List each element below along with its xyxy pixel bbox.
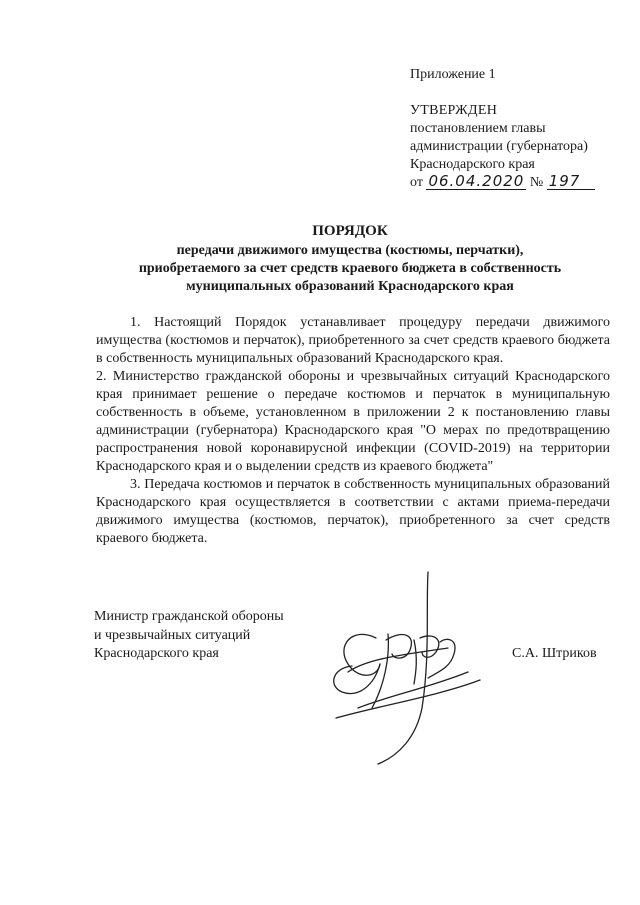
appendix-label: Приложение 1 — [410, 67, 496, 82]
approved-label: УТВЕРЖДЕН — [410, 103, 498, 118]
signatory-position — [94, 608, 284, 664]
approval-line-1: постановлением главы — [410, 121, 546, 136]
signatory-name: С.А. Штриков — [512, 646, 597, 661]
position-line-2: и чрезвычайных ситуаций — [94, 627, 251, 643]
approval-date-row — [410, 174, 630, 192]
approval-block — [410, 66, 630, 192]
paragraph-2: 2. Министерство гражданской обороны и чрезвычайных ситуаций Краснодарского края принимает решение о передаче костюмов и перчаток в муниципальную собственность в объеме, установленном в приложении 2 к постановлению главы администрации (губернатора) Краснодарского края "О мерах по предотвращению распространения новой коронавирусной инфекции (COVID-2019) на территории Краснодарского края и о выделении средств из краевого бюджета" — [96, 369, 610, 474]
position-line-3: Краснодарского края — [94, 646, 219, 661]
approval-line-2: администрации (губернатора) — [410, 139, 588, 154]
handwritten-signature — [318, 568, 488, 768]
paragraph-3: 3. Передача костюмов и перчаток в собственность муниципальных образований Краснодарского края осуществляется в соответствии с актами приема-передачи движимого имущества (костюмов, перчаток), приобретенного за счет средств краевого бюджета. — [96, 477, 610, 546]
number-label: № — [529, 175, 544, 190]
position-line-1: Министр гражданской обороны — [94, 609, 284, 624]
title-line-3: муниципальных образований Краснодарского края — [186, 279, 514, 294]
title-heading: ПОРЯДОК — [312, 223, 388, 239]
approval-line-3: Краснодарского края — [410, 157, 535, 172]
title-line-1: передачи движимого имущества (костюмы, перчатки), — [176, 243, 524, 258]
title-line-2: приобретаемого за счет средств краевого бюджета в собственность — [138, 261, 562, 276]
paragraph-1: 1. Настоящий Порядок устанавливает процедуру передачи движимого имущества (костюмов и перчаток), приобретенного за счет средств краевого бюджета в собственность муниципальных образований Краснодарского края. — [96, 315, 610, 366]
date-prefix: от — [410, 175, 423, 190]
handwritten-number: 197 — [547, 174, 595, 190]
document-body — [96, 314, 610, 548]
handwritten-date: 06.04.2020 — [428, 172, 525, 190]
document-title — [90, 222, 610, 296]
